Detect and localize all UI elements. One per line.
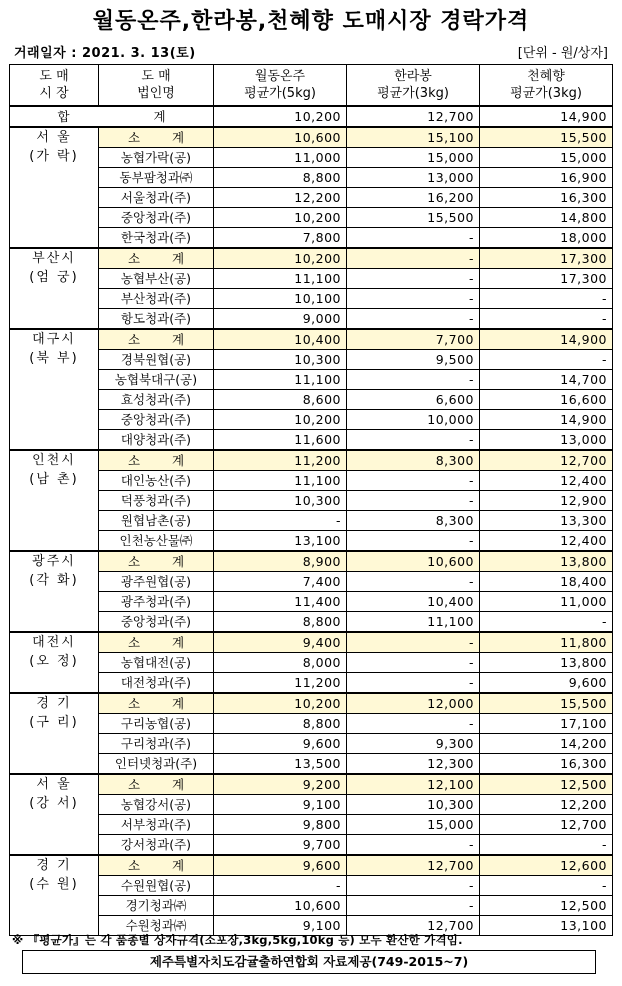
price-p1: 11,600: [214, 430, 347, 451]
price-p3: 14,900: [480, 410, 613, 430]
corp-name: 소 계: [99, 329, 214, 350]
price-p3: 16,600: [480, 390, 613, 410]
corp-name: 서부청과(주): [99, 815, 214, 835]
corp-name: 농협가락(공): [99, 148, 214, 168]
subtotal-row: [10, 855, 613, 876]
price-p1: 10,600: [214, 127, 347, 148]
price-p3: 12,900: [480, 491, 613, 511]
corp-name: 광주원협(공): [99, 572, 214, 592]
table-row: [10, 673, 613, 694]
price-p3: 12,600: [480, 855, 613, 876]
price-p1: 10,400: [214, 329, 347, 350]
corp-name: 수원원협(공): [99, 876, 214, 896]
corp-name: 수원청과㈜: [99, 916, 214, 936]
corp-name: 소 계: [99, 248, 214, 269]
table-row: [10, 876, 613, 896]
table-row: [10, 835, 613, 856]
corp-name: 중앙청과(주): [99, 208, 214, 228]
table-row: [10, 168, 613, 188]
corp-name: 인천농산물㈜: [99, 531, 214, 552]
market-cell: 광주시 (각 화): [10, 551, 99, 632]
corp-name: 항도청과(주): [99, 309, 214, 330]
total-row: [10, 106, 613, 127]
table-row: [10, 309, 613, 330]
price-p2: -: [347, 370, 480, 390]
price-p2: 8,300: [347, 450, 480, 471]
price-p1: 11,200: [214, 673, 347, 694]
corp-name: 소 계: [99, 774, 214, 795]
price-p1: 8,600: [214, 390, 347, 410]
table-row: [10, 188, 613, 208]
price-p3: -: [480, 612, 613, 633]
price-p1: 9,200: [214, 774, 347, 795]
price-p3: 14,900: [480, 329, 613, 350]
price-p1: 11,100: [214, 269, 347, 289]
price-p2: 7,700: [347, 329, 480, 350]
price-p3: 15,500: [480, 127, 613, 148]
price-p3: 12,200: [480, 795, 613, 815]
corp-name: 한국청과(주): [99, 228, 214, 249]
subtotal-row: [10, 632, 613, 653]
price-p2: -: [347, 309, 480, 330]
price-p2: -: [347, 653, 480, 673]
price-p3: -: [480, 309, 613, 330]
subtotal-row: [10, 329, 613, 350]
price-p1: 10,300: [214, 491, 347, 511]
corp-name: 소 계: [99, 450, 214, 471]
price-p1: 9,100: [214, 916, 347, 936]
price-p3: 14,700: [480, 370, 613, 390]
price-p2: 6,600: [347, 390, 480, 410]
price-p3: 17,100: [480, 714, 613, 734]
price-p1: 13,100: [214, 531, 347, 552]
price-p3: 13,000: [480, 430, 613, 451]
price-p2: 12,000: [347, 693, 480, 714]
price-p2: -: [347, 572, 480, 592]
price-p2: 12,300: [347, 754, 480, 775]
price-p1: 11,100: [214, 471, 347, 491]
corp-name: 인터넷청과(주): [99, 754, 214, 775]
price-p2: -: [347, 835, 480, 856]
table-row: [10, 592, 613, 612]
price-p3: 18,400: [480, 572, 613, 592]
price-table: [9, 64, 613, 936]
trade-date: 거래일자 : 2021. 3. 13(토): [14, 46, 196, 61]
price-p2: -: [347, 289, 480, 309]
subtotal-row: [10, 551, 613, 572]
price-p1: 10,300: [214, 350, 347, 370]
table-row: [10, 531, 613, 552]
price-p2: 15,000: [347, 815, 480, 835]
subtotal-row: [10, 693, 613, 714]
corp-name: 서울청과(주): [99, 188, 214, 208]
price-p2: 10,400: [347, 592, 480, 612]
market-cell: 서 울 (가 락): [10, 127, 99, 248]
unit-label: [단위 - 원/상자]: [517, 46, 608, 61]
price-p2: 16,200: [347, 188, 480, 208]
price-p2: 11,100: [347, 612, 480, 633]
price-p2: 15,000: [347, 148, 480, 168]
price-p1: 9,400: [214, 632, 347, 653]
price-p1: 11,200: [214, 450, 347, 471]
corp-name: 농협강서(공): [99, 795, 214, 815]
price-p1: 7,400: [214, 572, 347, 592]
table-row: [10, 228, 613, 249]
corp-name: 동부팜청과㈜: [99, 168, 214, 188]
price-p1: 8,000: [214, 653, 347, 673]
price-p2: -: [347, 531, 480, 552]
table-row: [10, 815, 613, 835]
price-p3: 12,500: [480, 774, 613, 795]
corp-name: 광주청과(주): [99, 592, 214, 612]
price-p3: 16,900: [480, 168, 613, 188]
market-cell: 부산시 (엄 궁): [10, 248, 99, 329]
table-row: [10, 511, 613, 531]
price-p2: 12,100: [347, 774, 480, 795]
corp-name: 부산청과(주): [99, 289, 214, 309]
table-row: [10, 734, 613, 754]
corp-name: 소 계: [99, 693, 214, 714]
price-p2: 8,300: [347, 511, 480, 531]
corp-name: 경북원협(공): [99, 350, 214, 370]
price-p3: 18,000: [480, 228, 613, 249]
price-p1: 11,000: [214, 148, 347, 168]
total-p2: 12,700: [347, 106, 480, 127]
price-p3: 11,800: [480, 632, 613, 653]
price-p3: 13,800: [480, 551, 613, 572]
table-row: [10, 350, 613, 370]
price-p2: -: [347, 430, 480, 451]
table-row: [10, 572, 613, 592]
table-row: [10, 208, 613, 228]
source-box: 제주특별자치도감귤출하연합회 자료제공(749-2015~7): [22, 950, 596, 974]
price-p3: 12,400: [480, 471, 613, 491]
corp-name: 중앙청과(주): [99, 612, 214, 633]
price-p3: 13,100: [480, 916, 613, 936]
corp-name: 경기청과㈜: [99, 896, 214, 916]
price-p2: 12,700: [347, 916, 480, 936]
price-p3: 11,000: [480, 592, 613, 612]
price-p1: 10,200: [214, 248, 347, 269]
price-p3: 16,300: [480, 188, 613, 208]
price-p2: 15,500: [347, 208, 480, 228]
price-p3: -: [480, 289, 613, 309]
table-row: [10, 148, 613, 168]
total-p1: 10,200: [214, 106, 347, 127]
price-p1: 7,800: [214, 228, 347, 249]
corp-name: 농협북대구(공): [99, 370, 214, 390]
corp-name: 중앙청과(주): [99, 410, 214, 430]
market-cell: 서 울 (강 서): [10, 774, 99, 855]
price-p3: 16,300: [480, 754, 613, 775]
corp-name: 농협부산(공): [99, 269, 214, 289]
market-cell: 인천시 (남 촌): [10, 450, 99, 551]
price-p1: 10,200: [214, 208, 347, 228]
price-p3: 9,600: [480, 673, 613, 694]
table-row: [10, 410, 613, 430]
market-cell: 경 기 (구 리): [10, 693, 99, 774]
price-p1: 9,600: [214, 734, 347, 754]
market-cell: 경 기 (수 원): [10, 855, 99, 936]
price-p1: 8,800: [214, 168, 347, 188]
price-p2: 13,000: [347, 168, 480, 188]
corp-name: 덕풍청과(주): [99, 491, 214, 511]
meta-bar: [14, 42, 608, 60]
corp-name: 강서청과(주): [99, 835, 214, 856]
corp-name: 농협대전(공): [99, 653, 214, 673]
price-p2: -: [347, 269, 480, 289]
price-p2: -: [347, 673, 480, 694]
price-p1: 8,800: [214, 612, 347, 633]
corp-name: 소 계: [99, 855, 214, 876]
price-p3: 17,300: [480, 248, 613, 269]
price-p2: -: [347, 896, 480, 916]
table-row: [10, 754, 613, 775]
price-p1: 13,500: [214, 754, 347, 775]
price-p2: 9,500: [347, 350, 480, 370]
header-p2: 한라봉 평균가(3kg): [347, 65, 480, 107]
price-p1: 10,600: [214, 896, 347, 916]
price-p3: -: [480, 350, 613, 370]
price-p2: -: [347, 714, 480, 734]
price-p1: 10,200: [214, 410, 347, 430]
price-p2: 12,700: [347, 855, 480, 876]
price-p1: 11,400: [214, 592, 347, 612]
corp-name: 대인농산(주): [99, 471, 214, 491]
price-p3: 14,800: [480, 208, 613, 228]
price-p2: -: [347, 491, 480, 511]
total-label: 합 계: [10, 106, 214, 127]
table-row: [10, 390, 613, 410]
price-p1: 12,200: [214, 188, 347, 208]
price-p1: 9,000: [214, 309, 347, 330]
table-row: [10, 430, 613, 451]
price-p1: 11,100: [214, 370, 347, 390]
total-p3: 14,900: [480, 106, 613, 127]
table-row: [10, 471, 613, 491]
table-row: [10, 653, 613, 673]
price-p3: 12,700: [480, 815, 613, 835]
price-p1: 9,800: [214, 815, 347, 835]
corp-name: 대양청과(주): [99, 430, 214, 451]
subtotal-row: [10, 248, 613, 269]
price-p1: -: [214, 511, 347, 531]
price-p3: 12,700: [480, 450, 613, 471]
table-row: [10, 491, 613, 511]
corp-name: 원협남촌(공): [99, 511, 214, 531]
corp-name: 효성청과(주): [99, 390, 214, 410]
price-p2: -: [347, 248, 480, 269]
footnote: ※ 『평균가』는 각 품종별 상자규격(소포장,3kg,5kg,10kg 등) 모두 환산한 가격임.: [12, 933, 463, 947]
price-p2: 15,100: [347, 127, 480, 148]
table-row: [10, 896, 613, 916]
price-p3: 12,500: [480, 896, 613, 916]
price-p1: 9,600: [214, 855, 347, 876]
subtotal-row: [10, 127, 613, 148]
price-p1: 9,700: [214, 835, 347, 856]
price-p2: 10,300: [347, 795, 480, 815]
corp-name: 소 계: [99, 127, 214, 148]
price-p3: 14,200: [480, 734, 613, 754]
price-p3: 17,300: [480, 269, 613, 289]
price-p1: 10,100: [214, 289, 347, 309]
price-p2: -: [347, 471, 480, 491]
price-p2: -: [347, 876, 480, 896]
price-p1: 8,900: [214, 551, 347, 572]
corp-name: 대전청과(주): [99, 673, 214, 694]
market-cell: 대구시 (북 부): [10, 329, 99, 450]
table-row: [10, 714, 613, 734]
corp-name: 소 계: [99, 551, 214, 572]
header-p3: 천혜향 평균가(3kg): [480, 65, 613, 107]
table-row: [10, 612, 613, 633]
price-p1: 8,800: [214, 714, 347, 734]
price-p1: 10,200: [214, 693, 347, 714]
price-p1: -: [214, 876, 347, 896]
price-p3: 13,300: [480, 511, 613, 531]
table-row: [10, 795, 613, 815]
header-market: 도 매 시 장: [10, 65, 99, 107]
subtotal-row: [10, 450, 613, 471]
price-p3: 12,400: [480, 531, 613, 552]
table-row: [10, 269, 613, 289]
price-p3: 13,800: [480, 653, 613, 673]
price-p3: -: [480, 835, 613, 856]
page-title: 월동온주,한라봉,천혜향 도매시장 경락가격: [92, 9, 530, 34]
header-corp: 도 매 법인명: [99, 65, 214, 107]
table-row: [10, 370, 613, 390]
market-cell: 대전시 (오 정): [10, 632, 99, 693]
price-p2: 10,000: [347, 410, 480, 430]
price-p3: 15,500: [480, 693, 613, 714]
price-p3: -: [480, 876, 613, 896]
price-p2: -: [347, 228, 480, 249]
price-p2: 9,300: [347, 734, 480, 754]
subtotal-row: [10, 774, 613, 795]
table-row: [10, 289, 613, 309]
price-p1: 9,100: [214, 795, 347, 815]
corp-name: 구리청과(주): [99, 734, 214, 754]
corp-name: 구리농협(공): [99, 714, 214, 734]
price-p2: -: [347, 632, 480, 653]
corp-name: 소 계: [99, 632, 214, 653]
price-p2: 10,600: [347, 551, 480, 572]
header-row: [10, 65, 613, 107]
header-p1: 월동온주 평균가(5kg): [214, 65, 347, 107]
price-p3: 15,000: [480, 148, 613, 168]
